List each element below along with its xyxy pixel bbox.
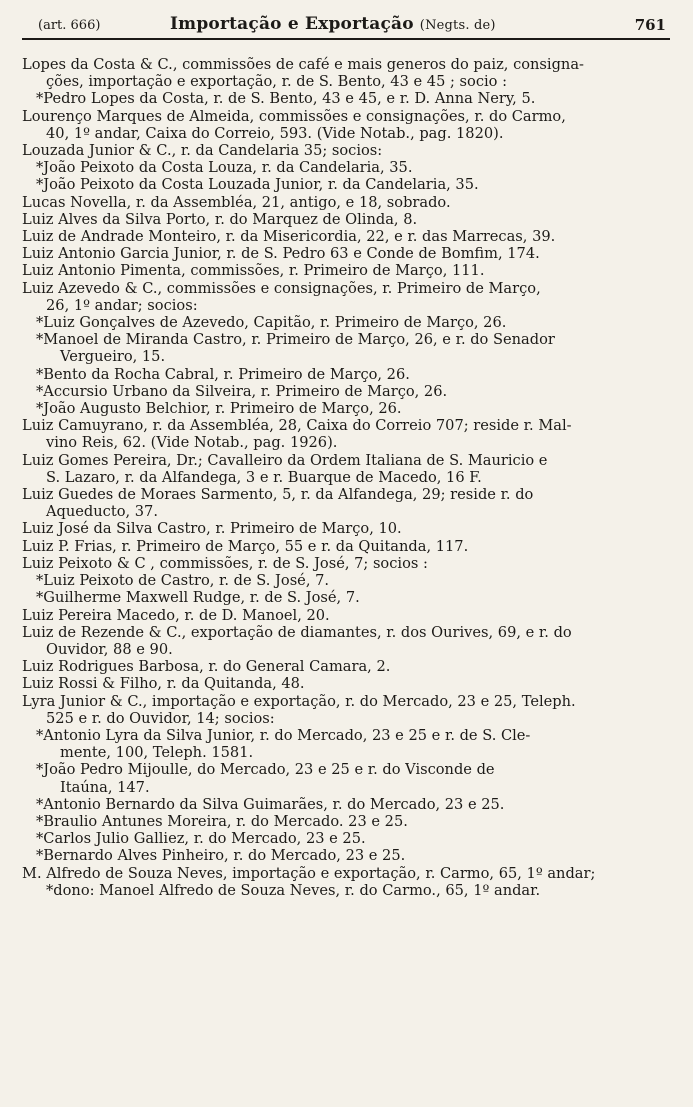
entry-line: *Braulio Antunes Moreira, r. do Mercado. 23 e 25. — [36, 812, 408, 830]
firm-entry — [22, 607, 672, 624]
firm-entry — [22, 228, 672, 245]
entry-line: Luiz Pereira Macedo, r. de D. Manoel, 20. — [22, 606, 330, 624]
entry-line: M. Alfredo de Souza Neves, importação e exportação, r. Carmo, 65, 1º andar; — [22, 864, 596, 882]
entry-line: Luiz Camuyrano, r. da Assembléa, 28, Caixa do Correio 707; reside r. Mal- — [22, 417, 572, 435]
entry-line: Luiz Gomes Pereira, Dr.; Cavalleiro da Ordem Italiana de S. Mauricio e — [22, 451, 548, 469]
entry-line: Lourenço Marques de Almeida, commissões e consignações, r. do Carmo, — [22, 107, 566, 125]
partner-entry — [22, 176, 672, 193]
entry-continuation-line: ções, importação e exportação, r. de S. Bento, 43 e 45 ; socio : — [46, 73, 508, 91]
entry-line: *João Peixoto da Costa Louzada Junior, r. da Candelaria, 35. — [36, 176, 479, 194]
firm-entry — [22, 108, 672, 142]
firm-entry — [22, 693, 672, 727]
partner-entry — [22, 331, 672, 365]
entry-line: *João Peixoto da Costa Louza, r. da Candelaria, 35. — [36, 159, 413, 177]
firm-entry — [22, 194, 672, 211]
page-number: 761 — [634, 16, 666, 34]
section-title: Importação e Exportação — [170, 14, 414, 34]
partner-entry — [22, 813, 672, 830]
entry-line: *Manoel de Miranda Castro, r. Primeiro de Março, 26, e r. do Senador — [36, 331, 555, 349]
entry-line: Luiz de Andrade Monteiro, r. da Misericordia, 22, e r. das Marrecas, 39. — [22, 228, 556, 246]
partner-entry — [22, 314, 672, 331]
firm-entry — [22, 538, 672, 555]
firm-entry — [22, 280, 672, 314]
section-subtitle: (Negts. de) — [419, 18, 496, 33]
firm-entry — [22, 658, 672, 675]
entry-line: *João Pedro Mijoulle, do Mercado, 23 e 25 e r. do Visconde de — [36, 761, 495, 779]
directory-entries — [22, 56, 672, 899]
entry-line: Luiz José da Silva Castro, r. Primeiro de Março, 10. — [22, 520, 402, 538]
entry-line: *Antonio Lyra da Silva Junior, r. do Mercado, 23 e 25 e r. de S. Cle- — [36, 726, 531, 744]
entry-continuation-line: Ouvidor, 88 e 90. — [46, 640, 173, 658]
entry-continuation-line: 40, 1º andar, Caixa do Correio, 593. (Vide Notab., pag. 1820). — [46, 124, 504, 142]
firm-entry — [22, 865, 672, 899]
entry-line: *Guilherme Maxwell Rudge, r. de S. José, 7. — [36, 589, 360, 607]
entry-line: Luiz P. Frias, r. Primeiro de Março, 55 e r. da Quitanda, 117. — [22, 537, 469, 555]
firm-entry — [22, 142, 672, 159]
entry-continuation-line: Itaúna, 147. — [60, 778, 150, 796]
entry-line: Lucas Novella, r. da Assembléa, 21, antigo, e 18, sobrado. — [22, 193, 451, 211]
firm-entry — [22, 245, 672, 262]
entry-line: Louzada Junior & C., r. da Candelaria 35; socios: — [22, 142, 383, 160]
entry-line: Luiz de Rezende & C., exportação de diamantes, r. dos Ourives, 69, e r. do — [22, 623, 572, 641]
firm-entry — [22, 56, 672, 90]
entry-line: *Carlos Julio Galliez, r. do Mercado, 23 e 25. — [36, 830, 366, 848]
entry-line: *Luiz Peixoto de Castro, r. de S. José, 7. — [36, 572, 330, 590]
partner-entry — [22, 159, 672, 176]
article-range: (art. 666) — [38, 18, 101, 33]
partner-entry — [22, 383, 672, 400]
firm-entry — [22, 452, 672, 486]
page-header — [22, 12, 670, 40]
firm-entry — [22, 555, 672, 572]
entry-line: Luiz Rodrigues Barbosa, r. do General Camara, 2. — [22, 658, 391, 676]
entry-line: Lopes da Costa & C., commissões de café e mais generos do paiz, consigna- — [22, 56, 584, 73]
entry-continuation-line: S. Lazaro, r. da Alfandega, 3 e r. Buarque de Macedo, 16 F. — [46, 468, 482, 486]
partner-entry — [22, 761, 672, 795]
partner-entry — [22, 400, 672, 417]
partner-entry — [22, 589, 672, 606]
page-title — [170, 14, 496, 34]
partner-entry — [22, 847, 672, 864]
entry-line: *Antonio Bernardo da Silva Guimarães, r. do Mercado, 23 e 25. — [36, 795, 505, 813]
entry-continuation-line: Vergueiro, 15. — [60, 348, 166, 366]
entry-line: Luiz Peixoto & C , commissões, r. de S. José, 7; socios : — [22, 554, 428, 572]
entry-line: Lyra Junior & C., importação e exportação, r. do Mercado, 23 e 25, Teleph. — [22, 692, 576, 710]
firm-entry — [22, 417, 672, 451]
partner-entry — [22, 90, 672, 107]
entry-line: Luiz Alves da Silva Porto, r. do Marquez de Olinda, 8. — [22, 210, 418, 228]
entry-line: Luiz Guedes de Moraes Sarmento, 5, r. da Alfandega, 29; reside r. do — [22, 486, 534, 504]
entry-line: Luiz Antonio Pimenta, commissões, r. Primeiro de Março, 111. — [22, 262, 485, 280]
entry-line: *Bento da Rocha Cabral, r. Primeiro de Março, 26. — [36, 365, 410, 383]
entry-continuation-line: mente, 100, Teleph. 1581. — [60, 744, 254, 762]
entry-continuation-line: Aqueducto, 37. — [46, 503, 158, 521]
entry-line: *Luiz Gonçalves de Azevedo, Capitão, r. Primeiro de Março, 26. — [36, 314, 507, 332]
entry-continuation-line: 26, 1º andar; socios: — [46, 296, 198, 314]
entry-continuation-line: 525 e r. do Ouvidor, 14; socios: — [46, 709, 275, 727]
firm-entry — [22, 520, 672, 537]
entry-continuation-line: *dono: Manoel Alfredo de Souza Neves, r. do Carmo., 65, 1º andar. — [46, 881, 541, 899]
firm-entry — [22, 262, 672, 279]
entry-line: Luiz Azevedo & C., commissões e consignações, r. Primeiro de Março, — [22, 279, 541, 297]
firm-entry — [22, 211, 672, 228]
entry-line: *Pedro Lopes da Costa, r. de S. Bento, 43 e 45, e r. D. Anna Nery, 5. — [36, 90, 536, 108]
partner-entry — [22, 830, 672, 847]
entry-continuation-line: vino Reis, 62. (Vide Notab., pag. 1926). — [46, 434, 338, 452]
entry-line: *João Augusto Belchior, r. Primeiro de Março, 26. — [36, 400, 402, 418]
entry-line: Luiz Rossi & Filho, r. da Quitanda, 48. — [22, 675, 305, 693]
firm-entry — [22, 624, 672, 658]
entry-line: *Bernardo Alves Pinheiro, r. do Mercado, 23 e 25. — [36, 847, 406, 865]
partner-entry — [22, 796, 672, 813]
partner-entry — [22, 366, 672, 383]
partner-entry — [22, 727, 672, 761]
entry-line: Luiz Antonio Garcia Junior, r. de S. Pedro 63 e Conde de Bomfim, 174. — [22, 245, 540, 263]
firm-entry — [22, 486, 672, 520]
firm-entry — [22, 675, 672, 692]
entry-line: *Accursio Urbano da Silveira, r. Primeiro de Março, 26. — [36, 382, 448, 400]
partner-entry — [22, 572, 672, 589]
